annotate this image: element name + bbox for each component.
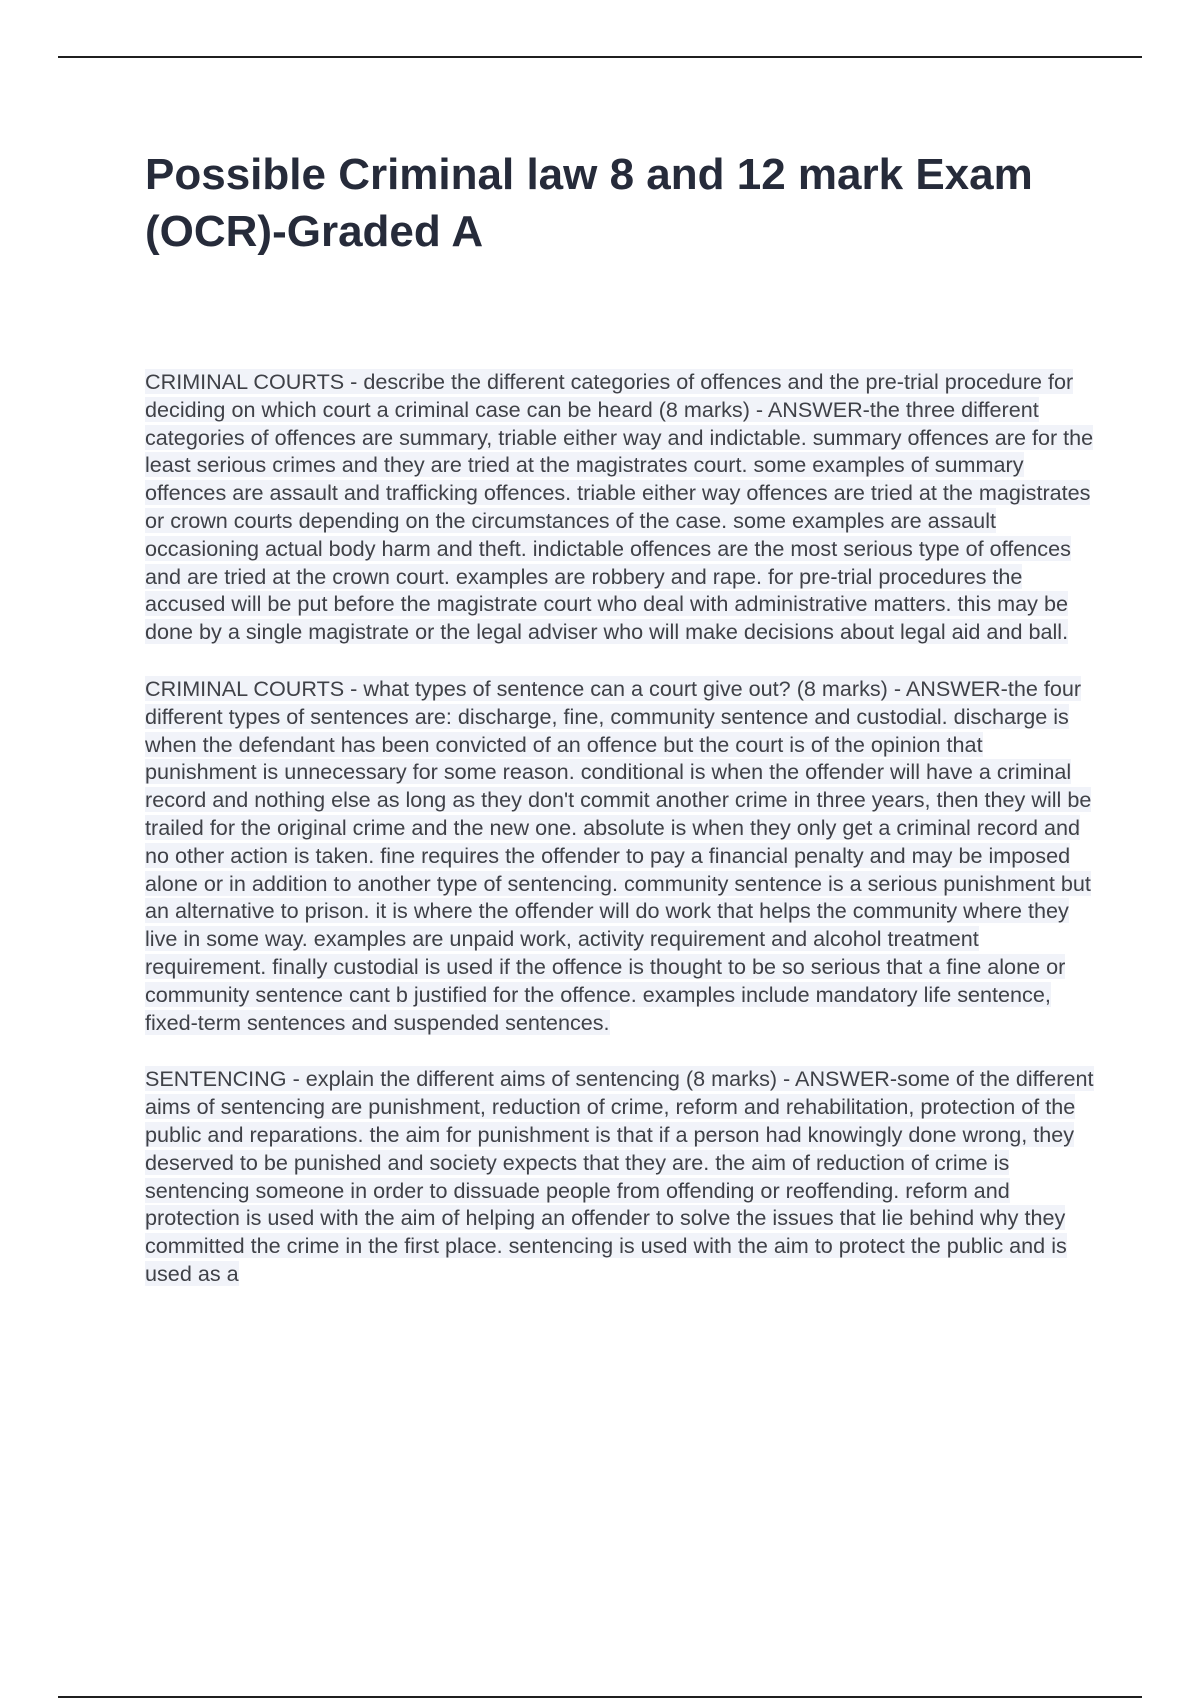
qa-entry-text: SENTENCING - explain the different aims of sentencing (8 marks) - ANSWER-some of the different aims of sentencing are punishment, reduction of crime, reform and rehabilitation, protection of the public and reparations. the aim for punishment is that if a person had knowingly done wrong, they deserved to be punished and society expects that they are. the aim of reduction of crime is sentencing someone in order to dissuade people from offending or reoffending. reform and protection is used with the aim of helping an offender to solve the issues that lie behind why they committed the crime in the first place. sentencing is used with the aim to protect the public and is used as a <box>145 1066 1094 1286</box>
qa-entry-criminal-courts-categories <box>145 368 1095 646</box>
document-title: Possible Criminal law 8 and 12 mark Exam (OCR)-Graded A <box>145 150 1033 256</box>
qa-entry-text: CRIMINAL COURTS - describe the different categories of offences and the pre-trial procedure for deciding on which court a criminal case can be heard (8 marks) - ANSWER-the three different categories of offences are summary, triable either way and indictable. summary offences are for the least serious crimes and they are tried at the magistrates court. some examples of summary offences are assault and trafficking offences. triable either way offences are tried at the magistrates or crown courts depending on the circumstances of the case. some examples are assault occasioning actual body harm and theft. indictable offences are the most serious type of offences and are tried at the crown court. examples are robbery and rape. for pre-trial procedures the accused will be put before the magistrate court who deal with administrative matters. this may be done by a single magistrate or the legal adviser who will make decisions about legal aid and ball. <box>145 369 1094 645</box>
top-divider <box>58 56 1142 58</box>
qa-entry-sentencing-aims <box>145 1065 1095 1287</box>
qa-entry-text: CRIMINAL COURTS - what types of sentence can a court give out? (8 marks) - ANSWER-the four different types of sentences are: discharge, fine, community sentence and custodial. discharge is when the defendant has been convicted of an offence but the court is of the opinion that punishment is unnecessary for some reason. conditional is when the offender will have a criminal record and nothing else as long as they don't commit another crime in three years, then they will be trailed for the original crime and the new one. absolute is when they only get a criminal record and no other action is taken. fine requires the offender to pay a financial penalty and may be imposed alone or in addition to another type of sentencing. community sentence is a serious punishment but an alternative to prison. it is where the offender will do work that helps the community where they live in some way. examples are unpaid work, activity requirement and alcohol treatment requirement. finally custodial is used if the offence is thought to be so serious that a fine alone or community sentence cant b justified for the offence. examples include mandatory life sentence, fixed-term sentences and suspended sentences. <box>145 675 1092 1035</box>
document-body <box>145 368 1095 1317</box>
qa-entry-criminal-courts-sentences <box>145 675 1095 1036</box>
bottom-divider <box>58 1696 1142 1698</box>
